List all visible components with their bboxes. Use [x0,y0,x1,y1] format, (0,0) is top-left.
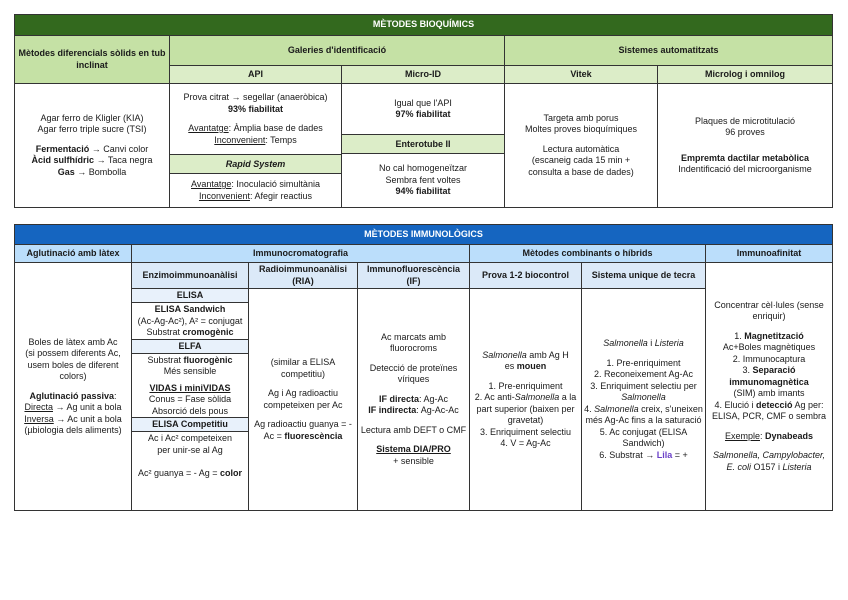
fermentation-line: Fermentació → Canvi color [35,143,149,154]
galleries-header: Galeries d'identificació [170,36,505,66]
prova-step1: 1. Pre-enriquiment [488,380,563,391]
unique-step6: 6. Substrat → Lila = + [599,449,688,460]
elfa-label: ELFA [178,340,202,351]
af-step3: 3. Separació immunomagnètica [729,365,809,387]
biocontrol-cell [470,289,582,511]
unique-tecra-cell [582,289,706,511]
prova-step2: 2. Ac anti-Salmonella a la part superior (baixen per gravetat) [474,392,577,425]
rapid-drawback: Inconvenient: Afegir reactius [198,190,313,201]
api-reliability: 93% fiabilitat [227,103,283,114]
if-cell [358,289,470,511]
immunological-methods-table [14,224,833,511]
microid-header: Micro-ID [342,66,505,84]
latex-line2: (si possem diferents Ac, [25,348,121,358]
enterotube-reliability: 94% fiabilitat [395,186,451,197]
if-line2: Detecció de proteïnes víriques [369,362,458,385]
elisa-sandwich-desc: (Ac-Ag-Ac²), A² = conjugat [137,315,243,326]
unique-step4: 4. Salmonella creix, s'uneixen més Ag-Ac fins a la saturació [584,403,703,425]
unique-organisms: Salmonella i Listeria [603,338,684,348]
enterotube-line1: No cal homogeneïtzar [378,163,468,174]
elisa-comp-line1: Ac i Ac² competeixen [147,433,233,443]
elisa-comp-line3: Ac² guanya = - Ag = color [137,468,243,478]
elfa-sensitive: Més sensible [163,366,217,376]
prova-step4: 4. V = Ag-Ac [500,438,551,448]
elisa-cell [132,289,249,511]
af-step4: 4. Elució i detecció Ag per: ELISA, PCR, CMF o sembra [712,399,827,422]
af-organisms2: E. coli O157 i Listeria [726,461,812,472]
api-advantage: Avantatge: Àmplia base de dades [188,123,323,133]
af-sim: (SIM) amb imants [733,388,805,399]
microid-reliability: 97% fiabilitat [395,109,451,119]
automated-systems-header: Sistemes automatitzats [505,36,833,66]
micrologomnilog-header: Microlog i omnilog [658,66,833,84]
microid-same: Igual que l'API [394,97,452,108]
unique-step3: 3. Enriquiment selectiu per Salmonella [590,380,697,402]
rapid-system-header: Rapid System [225,159,286,169]
vidas-line1: Conus = Fase sòlida [148,394,232,404]
inverse-line: Inversa → Ac unit a bola [24,413,122,424]
biochemical-title: MÈTODES BIOQUÍMICS [15,15,833,36]
biochemical-methods-table [14,14,833,208]
unique-step5: 5. Ac conjugat (ELISA Sandwich) [599,426,688,448]
af-step2: 2. Immunocaptura [732,353,806,364]
vitek-cell [505,84,658,208]
hybrid-methods-header: Mètodes combinants o híbrids [470,245,706,263]
micrologomnilog-cell [658,84,833,208]
direct-line: Directa → Ag unit a bola [24,402,122,412]
latex-line3: usem boles de diferent [27,359,119,370]
vitek-line3: Lectura automàtica [542,143,620,154]
immunological-title: MÈTODES IMMUNOLÒGICS [15,225,833,245]
solid-media-cell [15,84,170,208]
api-drawback: Inconvenient: Temps [214,134,297,145]
vitek-line4: (escaneig cada 15 min + [531,155,631,166]
mlog-line2: 96 proves [725,127,765,137]
enterotube-line2: Sembra fent voltes [385,174,461,185]
prova-step3: 3. Enriquiment selectiu [479,426,572,437]
mlog-fingerprint: Empremta dactilar metabòlica [680,152,810,163]
kligler-text: Agar ferro de Kligler (KIA) [40,112,144,123]
if-indirect: IF indirecta: Ag-Ac-Ac [368,405,459,416]
latex-cell [15,263,132,511]
unique-step1: 1. Pre-enriquiment [606,357,681,368]
vitek-line5: consulta a base de dades) [528,166,634,177]
latex-line5: (µbiologia dels aliments) [24,425,122,435]
af-concentrate: Concentrar cèl·lules (sense enriquir) [714,299,824,322]
vitek-header: Vitek [505,66,658,84]
mlog-line4: Indentificació del microorganisme [678,164,812,174]
tsi-text: Agar ferro triple sucre (TSI) [37,124,147,135]
h2s-line: Àcid sulfhídric → Taca negra [31,155,153,166]
rapid-advantage: Avantatge: Inoculació simultània [191,179,320,189]
immunochromatography-header: Immunocromatografia [132,245,470,263]
vitek-line1: Targeta amb porus [543,112,619,123]
vitek-line2: Moltes proves bioquímiques [524,124,638,135]
elfa-substrate: Substrat fluorogènic [147,354,233,365]
unique-tecra-header: Sistema unique de tecra [582,263,706,289]
biocontrol-header: Prova 1-2 biocontrol [470,263,582,289]
ria-line2: Ag i Ag radioactiu competeixen per Ac [263,388,343,410]
if-sensitive: + sensible [393,455,434,466]
if-direct: IF directa: Ag-Ac [378,393,449,404]
ria-cell [249,289,358,511]
elisa-sandwich: ELISA Sandwich [154,304,226,314]
if-line1: Ac marcats amb fluorocroms [380,331,447,354]
enterotube-header: Enterotube II [395,139,451,149]
api-citrate: Prova citrat → segellar (anaeròbica) [183,92,328,102]
elisa-header: Enzimoimmunoanàlisi [132,263,249,289]
api-cell [170,84,342,208]
vidas-label: VIDAS i miniVIDAS [149,382,231,393]
elisa-comp-line2: per unir-se al Ag [157,444,223,455]
af-step1: 1. Magnetització [734,330,804,341]
latex-header: Aglutinació amb làtex [15,245,132,263]
mlog-line1: Plaques de microtitulació [694,115,796,126]
api-header: API [170,66,342,84]
immunoaffinity-header: Immunoafinitat [706,245,833,263]
unique-step2: 2. Reconeixement Ag-Ac [593,369,694,379]
af-example: Exemple: Dynabeads [724,430,814,441]
latex-line4: colors) [59,371,87,381]
immunoaffinity-cell [706,263,833,511]
gas-line: Gas → Bombolla [57,166,127,177]
elisa-label: ELISA [176,290,204,300]
af-beads: Ac+Boles magnètiques [722,342,816,353]
if-line3: Lectura amb DEFT o CMF [360,424,467,435]
elisa-competitive-label: ELISA Competitiu [152,419,228,429]
elisa-substrate: Substrat cromogènic [146,327,234,337]
if-header: Immunofluorescència (IF) [358,263,470,289]
vidas-line2: Absorció dels pous [151,405,229,416]
ria-line1: (similar a ELISA competitiu) [270,357,336,379]
prova-line2: es mouen [504,361,547,371]
passive-agglutination: Aglutinació passiva: [29,390,117,401]
ria-line3: Ag radioactiu guanya = - Ac = fluorescència [254,419,352,441]
ria-header: Radioimmunoanàlisi (RIA) [249,263,358,289]
microid-cell [342,84,505,208]
solid-media-header: Mètodes diferencials sòlids en tub inclinat [15,36,170,84]
prova-line1: Salmonella amb Ag H [482,349,569,360]
af-organisms1: Salmonella, Campylobacter, [712,450,826,461]
dia-pro-label: Sistema DIA/PRO [376,444,451,455]
latex-line1: Boles de làtex amb Ac [28,336,118,347]
